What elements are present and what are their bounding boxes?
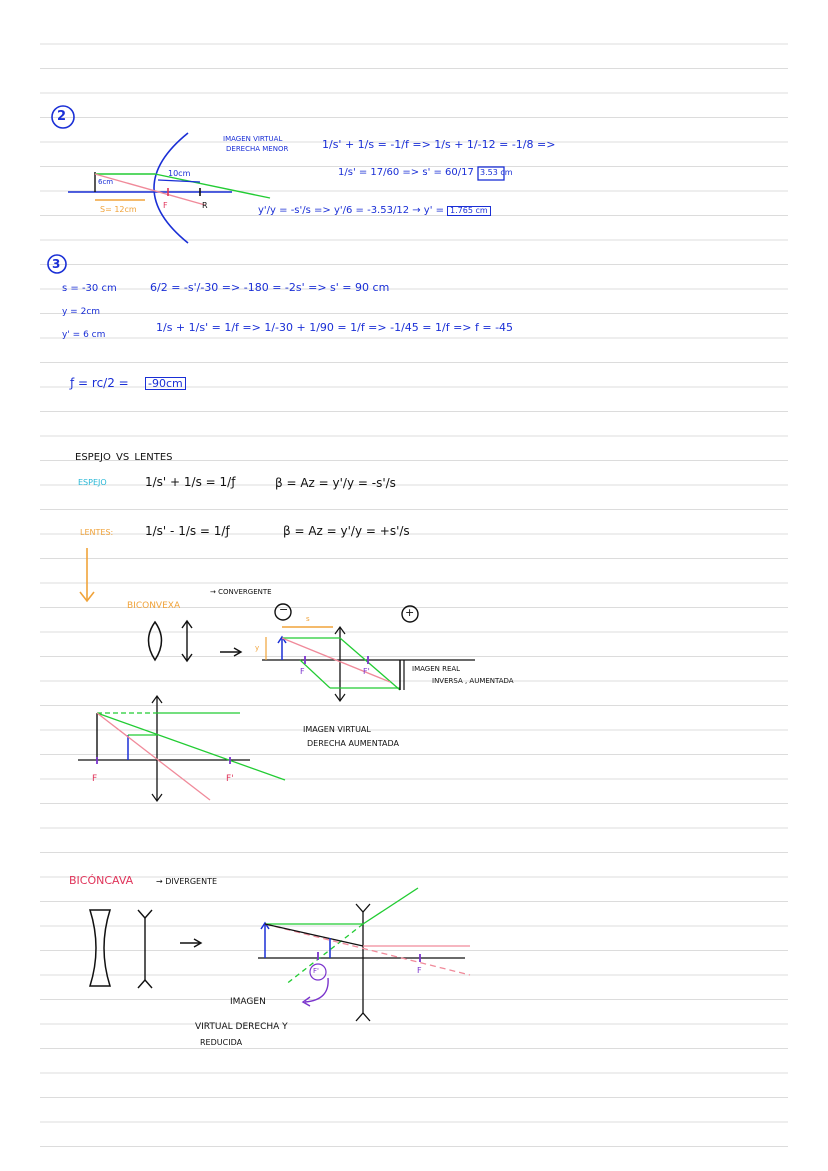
diagram2-label-Fp: F' bbox=[226, 774, 234, 784]
biconcava-image-3: REDUCIDA bbox=[200, 1038, 243, 1047]
diagram1-label-F: F bbox=[300, 667, 305, 676]
section3-given-yp: y' = 6 cm bbox=[62, 330, 106, 340]
diagram1-label-Fp: F' bbox=[363, 667, 370, 676]
diagram1-label-y: y bbox=[255, 644, 260, 652]
lentes-beta: β = Az = y'/y = +s'/s bbox=[283, 524, 410, 538]
section3-eq3-result: -90cm bbox=[145, 377, 186, 390]
diagram2-label-F: F bbox=[92, 774, 98, 784]
lentes-label: LENTES: bbox=[80, 528, 114, 537]
biconcave-lens-icon bbox=[90, 910, 110, 986]
section2-image-label-2: DERECHA MENOR bbox=[226, 145, 289, 153]
section2-dim-s: S= 12cm bbox=[100, 205, 137, 214]
diagram1-label-s: s bbox=[306, 615, 310, 623]
section2-dim-10cm: 10cm bbox=[168, 169, 191, 178]
espejo-equation: 1/s' + 1/s = 1/ƒ bbox=[145, 475, 236, 489]
espejo-label: ESPEJO bbox=[78, 478, 107, 487]
section3-eq2: 1/s + 1/s' = 1/f => 1/-30 + 1/90 = 1/f => -1/45 = 1/f => f = -45 bbox=[156, 321, 514, 334]
diagram2-virtual-1: IMAGEN VIRTUAL bbox=[303, 725, 371, 734]
biconcava-image-2: VIRTUAL DERECHA Y bbox=[195, 1022, 288, 1032]
biconcava-label-F: F bbox=[417, 966, 422, 975]
section3-eq3: ƒ = rc/2 = bbox=[70, 376, 129, 390]
section2-eq1: 1/s' + 1/s = -1/f => 1/s + 1/-12 = -1/8 => bbox=[322, 138, 556, 151]
section2-eq3: y'/y = -s'/s => y'/6 = -3.53/12 → y' = bbox=[258, 205, 445, 216]
section3-given-y: y = 2cm bbox=[62, 307, 101, 317]
diagram1-result-2: INVERSA , AUMENTADA bbox=[432, 677, 514, 685]
section2-eq2: 1/s' = 17/60 => s' = 60/17 bbox=[338, 167, 474, 178]
espejo-beta: β = Az = y'/y = -s'/s bbox=[275, 476, 396, 490]
section3-eq1: 6/2 = -s'/-30 => -180 = -2s' => s' = 90 cm bbox=[150, 281, 390, 294]
section2-eq2-result: 3.53 cm bbox=[480, 168, 513, 177]
section2-label-F: F bbox=[163, 201, 168, 210]
section2-eq3-result: 1.765 cm bbox=[447, 206, 491, 216]
plus-sign: + bbox=[405, 606, 415, 619]
biconcava-label: BICÓNCAVA bbox=[69, 874, 134, 887]
section2-label-R: R bbox=[202, 201, 208, 210]
comparison-heading: ESPEJO VS LENTES bbox=[75, 452, 173, 463]
biconvexa-label: BICONVEXA bbox=[127, 601, 181, 611]
biconcava-image-1: IMAGEN bbox=[230, 997, 266, 1007]
section2-image-label-1: IMAGEN VIRTUAL bbox=[223, 135, 283, 143]
biconcava-diverging: → DIVERGENTE bbox=[156, 877, 218, 886]
diagram1-result-1: IMAGEN REAL bbox=[412, 665, 461, 673]
section2-dim-6cm: 6cm bbox=[98, 178, 114, 186]
minus-sign: − bbox=[279, 603, 289, 616]
diagram2-virtual-2: DERECHA AUMENTADA bbox=[307, 739, 399, 748]
section3-number: 3 bbox=[52, 257, 61, 271]
lentes-equation: 1/s' - 1/s = 1/ƒ bbox=[145, 524, 230, 538]
section3-given-s: s = -30 cm bbox=[62, 283, 117, 294]
biconvexa-converging: → CONVERGENTE bbox=[210, 588, 272, 596]
biconcava-label-Fp: F' bbox=[313, 967, 319, 975]
section2-number: 2 bbox=[57, 109, 67, 124]
